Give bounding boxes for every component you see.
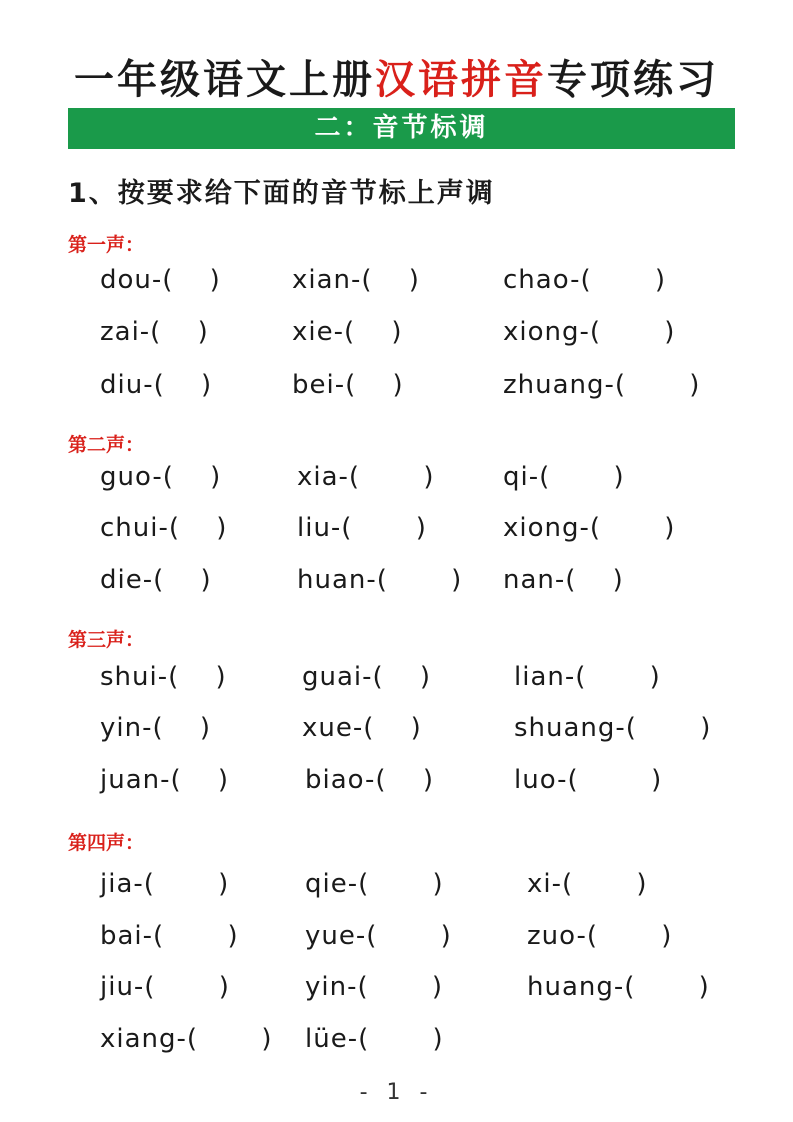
- exercise-item: xiong-( ): [503, 513, 676, 543]
- exercise-item: jia-( ): [100, 869, 230, 899]
- exercise-item: nan-( ): [503, 565, 624, 595]
- exercise-item: zai-( ): [100, 317, 209, 347]
- exercise-item: biao-( ): [305, 765, 434, 795]
- exercise-item: shui-( ): [100, 662, 227, 692]
- exercise-item: huan-( ): [297, 565, 463, 595]
- exercise-item: qi-( ): [503, 462, 625, 492]
- question-prompt: 1、按要求给下面的音节标上声调: [68, 178, 495, 209]
- exercise-item: yue-( ): [305, 921, 452, 951]
- section-label-tone-4: 第四声：: [68, 832, 145, 854]
- exercise-item: zuo-( ): [527, 921, 673, 951]
- exercise-item: guo-( ): [100, 462, 222, 492]
- exercise-item: shuang-( ): [514, 713, 712, 743]
- exercise-item: liu-( ): [297, 513, 427, 543]
- exercise-item: luo-( ): [514, 765, 663, 795]
- exercise-item: jiu-( ): [100, 972, 230, 1002]
- section-label-tone-3: 第三声：: [68, 629, 145, 651]
- exercise-item: qie-( ): [305, 869, 444, 899]
- section-label-tone-2: 第二声：: [68, 434, 145, 456]
- title-part-1: 一年级语文上册: [74, 56, 375, 103]
- title-part-3: 专项练习: [547, 56, 719, 103]
- exercise-item: chui-( ): [100, 513, 228, 543]
- exercise-item: huang-( ): [527, 972, 710, 1002]
- exercise-item: juan-( ): [100, 765, 230, 795]
- exercise-item: chao-( ): [503, 265, 667, 295]
- exercise-item: yin-( ): [305, 972, 444, 1002]
- title-part-2: 汉语拼音: [375, 56, 547, 103]
- section-label-tone-1: 第一声：: [68, 234, 145, 256]
- exercise-item: dou-( ): [100, 265, 221, 295]
- exercise-item: xi-( ): [527, 869, 648, 899]
- exercise-item: xie-( ): [292, 317, 403, 347]
- exercise-item: diu-( ): [100, 370, 213, 400]
- exercise-item: xian-( ): [292, 265, 420, 295]
- worksheet-title: [0, 48, 793, 105]
- exercise-item: xue-( ): [302, 713, 422, 743]
- exercise-item: lüe-( ): [305, 1024, 444, 1054]
- exercise-item: xiong-( ): [503, 317, 676, 347]
- section-banner: 二：音节标调: [68, 108, 735, 149]
- exercise-item: xiang-( ): [100, 1024, 273, 1054]
- exercise-item: guai-( ): [302, 662, 432, 692]
- exercise-item: bai-( ): [100, 921, 239, 951]
- page-number: - 1 -: [359, 1080, 434, 1105]
- exercise-item: zhuang-( ): [503, 370, 701, 400]
- exercise-item: bei-( ): [292, 370, 404, 400]
- exercise-item: lian-( ): [514, 662, 661, 692]
- exercise-item: xia-( ): [297, 462, 435, 492]
- exercise-item: die-( ): [100, 565, 212, 595]
- exercise-item: yin-( ): [100, 713, 212, 743]
